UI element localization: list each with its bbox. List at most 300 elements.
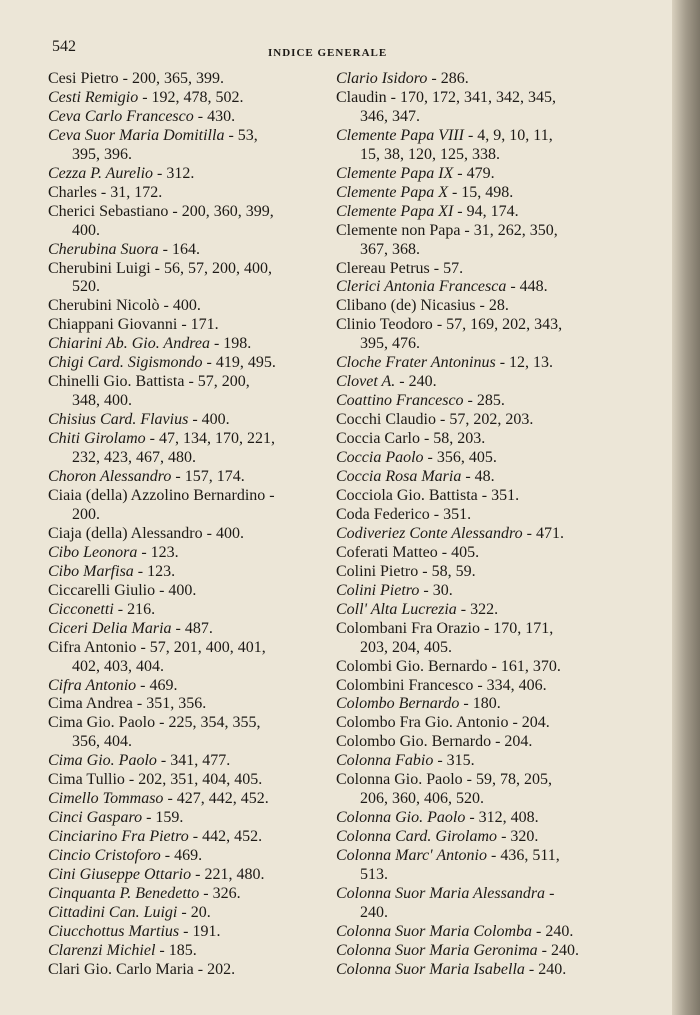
entry-name: Cifra Antonio: [48, 676, 137, 694]
entry-separator: -: [495, 354, 510, 372]
index-entry: [336, 544, 636, 563]
entry-name: Cesti Remigio: [48, 88, 139, 106]
index-entry: [336, 316, 636, 335]
index-entry: [48, 563, 348, 582]
index-entry: [336, 563, 636, 582]
entry-name: Clereau Petrus: [336, 259, 430, 277]
entry-pages: 31, 262, 350,: [473, 221, 558, 239]
entry-pages: 94, 174.: [466, 202, 519, 220]
entry-pages: 204.: [521, 714, 550, 732]
entry-name: Coattino Francesco: [336, 392, 464, 410]
entry-separator: -: [156, 752, 171, 770]
entry-separator: -: [435, 411, 450, 429]
entry-name: Cinci Gasparo: [48, 809, 143, 827]
entry-name: Colombani Fra Orazio: [336, 619, 480, 637]
running-title: INDICE GENERALE: [268, 47, 388, 59]
index-entry: [336, 733, 636, 752]
entry-name: Coccia Carlo: [336, 430, 420, 448]
entry-pages: 57, 201, 400, 401,: [149, 638, 266, 656]
entry-pages-continued: 203, 204, 405.: [360, 638, 452, 656]
index-entry: [336, 222, 636, 241]
index-entry: [48, 866, 348, 885]
entry-pages: 191.: [192, 922, 221, 940]
entry-pages: 170, 171,: [493, 619, 554, 637]
entry-name: Cherubina Suora: [48, 240, 159, 258]
entry-pages: 30.: [432, 581, 453, 599]
index-entry: [48, 89, 348, 108]
entry-separator: -: [486, 847, 501, 865]
entry-separator: -: [418, 562, 432, 580]
entry-separator: -: [224, 126, 238, 144]
entry-name: Ciucchottus Martius: [48, 922, 180, 940]
entry-separator: -: [508, 714, 522, 732]
index-entry: [48, 714, 348, 733]
entry-separator: -: [160, 847, 175, 865]
entry-pages: 53,: [237, 126, 258, 144]
entry-pages: 479.: [466, 164, 495, 182]
entry-separator: -: [487, 657, 501, 675]
index-entry: [48, 639, 348, 658]
entry-separator: -: [199, 884, 213, 902]
entry-pages: 202, 351, 404, 405.: [138, 771, 263, 789]
entry-name: Coccia Paolo: [336, 449, 424, 467]
index-entry: [336, 487, 636, 506]
entry-name: Colombo Bernardo: [336, 695, 460, 713]
entry-separator: -: [177, 903, 191, 921]
entry-name: Claudin: [336, 88, 387, 106]
entry-separator: -: [461, 468, 475, 486]
entry-name: Cloche Frater Antoninus: [336, 354, 496, 372]
entry-name: Charles: [48, 183, 97, 201]
entry-pages: 31, 172.: [110, 183, 163, 201]
index-entry: [336, 297, 636, 316]
entry-name: Cini Giuseppe Ottario: [48, 866, 192, 884]
entry-separator: -: [193, 107, 208, 125]
entry-pages: 442, 452.: [202, 828, 263, 846]
entry-name: Clibano (de) Nicasius: [336, 297, 476, 315]
entry-name: Chiappani Giovanni: [48, 316, 178, 334]
index-entry: [336, 392, 636, 411]
entry-separator: -: [96, 183, 111, 201]
entry-separator: -: [168, 202, 182, 220]
entry-name: Chinelli Gio. Battista: [48, 373, 185, 391]
entry-separator: -: [433, 752, 447, 770]
entry-pages: 20.: [190, 903, 211, 921]
entry-name: Colonna Suor Maria Alessandra: [336, 884, 546, 902]
index-entry: [48, 582, 348, 601]
entry-pages: 225, 354, 355,: [168, 714, 261, 732]
index-entry: [48, 165, 348, 184]
entry-separator: -: [188, 411, 202, 429]
entry-name: Colonna Suor Maria Colomba: [336, 922, 533, 940]
index-entry: [336, 411, 636, 430]
index-entry: [48, 297, 348, 316]
entry-pages: 185.: [168, 941, 197, 959]
index-entry: [48, 771, 348, 790]
entry-separator: -: [473, 676, 487, 694]
entry-pages: 123.: [147, 562, 176, 580]
entry-separator: -: [453, 202, 467, 220]
index-entry: [48, 203, 348, 222]
entry-separator: -: [429, 505, 444, 523]
index-entry: [48, 525, 348, 544]
entry-pages-continued: 367, 368.: [360, 240, 420, 258]
entry-separator: -: [537, 941, 551, 959]
index-entry: [336, 961, 636, 980]
index-entry: [48, 847, 348, 866]
entry-name: Cifra Antonio: [48, 638, 137, 656]
entry-pages: 157, 174.: [184, 468, 245, 486]
entry-pages-continued: 400.: [72, 221, 100, 239]
entry-separator: -: [188, 828, 203, 846]
entry-pages: 12, 13.: [509, 354, 554, 372]
entry-separator: -: [179, 922, 193, 940]
entry-pages: 312, 408.: [478, 809, 539, 827]
page-gutter-shadow: [672, 0, 700, 1015]
entry-name: Coda Federico: [336, 505, 430, 523]
index-entry: [336, 828, 636, 847]
entry-name: Ceva Carlo Francesco: [48, 107, 194, 125]
index-entry: [48, 468, 348, 487]
entry-pages: 159.: [155, 809, 184, 827]
index-entry: [48, 184, 348, 203]
entry-separator: -: [132, 695, 147, 713]
entry-pages: 240.: [550, 941, 579, 959]
entry-separator: -: [491, 733, 505, 751]
entry-pages: 180.: [472, 695, 501, 713]
entry-separator: -: [522, 524, 536, 542]
entry-name: Clovet A.: [336, 373, 396, 391]
entry-separator: -: [545, 884, 555, 902]
entry-pages: 170, 172, 341, 342, 345,: [400, 88, 556, 106]
entry-pages: 351.: [491, 486, 520, 504]
entry-name: Colombo Fra Gio. Antonio: [336, 714, 509, 732]
entry-separator: -: [137, 543, 151, 561]
index-entry: [336, 714, 636, 733]
entry-separator: -: [209, 335, 224, 353]
index-entry: [48, 260, 348, 279]
index-entry: [336, 942, 636, 961]
index-entry: [336, 89, 636, 108]
entry-pages: 192, 478, 502.: [151, 88, 244, 106]
entry-pages: 15, 498.: [461, 183, 514, 201]
index-entry: [48, 601, 348, 620]
entry-pages: 171.: [190, 316, 219, 334]
index-entry: [336, 373, 636, 392]
entry-separator: -: [477, 486, 492, 504]
entry-pages: 123.: [150, 543, 179, 561]
entry-pages: 430.: [207, 107, 236, 125]
entry-name: Coll' Alta Lucrezia: [336, 600, 457, 618]
entry-separator: -: [171, 619, 185, 637]
entry-pages: 57, 202, 203.: [449, 411, 534, 429]
entry-pages: 56, 57, 200, 400,: [163, 259, 272, 277]
entry-name: Cittadini Can. Luigi: [48, 903, 178, 921]
entry-pages-continued: 240.: [360, 903, 388, 921]
index-entry: [336, 885, 636, 904]
entry-name: Clemente Papa X: [336, 183, 448, 201]
index-entry: [48, 923, 348, 942]
index-entry: [48, 108, 348, 127]
entry-name: Clinio Teodoro: [336, 316, 433, 334]
entry-name: Cincio Cristoforo: [48, 847, 161, 865]
entry-separator: -: [419, 430, 434, 448]
entry-pages: 448.: [519, 278, 548, 296]
entry-pages: 405.: [451, 543, 480, 561]
entry-pages: 200, 365, 399.: [132, 70, 224, 87]
index-entry: [336, 165, 636, 184]
entry-separator: -: [265, 486, 275, 504]
entry-separator: -: [202, 524, 216, 542]
entry-name: Cinquanta P. Benedetto: [48, 884, 200, 902]
entry-pages-continued: 348, 400.: [72, 392, 132, 410]
index-entry: [48, 904, 348, 923]
entry-pages: 200, 360, 399,: [181, 202, 274, 220]
entry-pages: 471.: [535, 524, 564, 542]
entry-name: Colonna Suor Maria Geronima: [336, 941, 538, 959]
entry-pages: 58, 203.: [433, 430, 486, 448]
entry-pages: 240.: [545, 922, 574, 940]
entry-separator: -: [524, 960, 539, 978]
entry-separator: -: [159, 297, 173, 315]
index-entry: [336, 203, 636, 222]
index-entry: [48, 411, 348, 430]
index-entry: [48, 487, 348, 506]
index-entry: [336, 658, 636, 677]
entry-name: Clari Gio. Carlo Maria: [48, 960, 194, 978]
entry-name: Ciaia (della) Azzolino Bernardino: [48, 486, 266, 504]
index-entry: [336, 752, 636, 771]
entry-separator: -: [463, 126, 478, 144]
entry-separator: -: [193, 960, 208, 978]
index-entry: [336, 582, 636, 601]
entry-pages: 400.: [168, 581, 197, 599]
index-entry: [336, 506, 636, 525]
entry-name: Ciaja (della) Alessandro: [48, 524, 203, 542]
entry-pages: 320.: [510, 828, 539, 846]
entry-name: Cherubini Luigi: [48, 259, 151, 277]
entry-pages: 469.: [174, 847, 203, 865]
entry-pages: 57.: [443, 259, 464, 277]
entry-pages: 48.: [474, 468, 495, 486]
entry-pages: 312.: [166, 164, 195, 182]
entry-pages: 351.: [443, 505, 472, 523]
index-column-left: [48, 70, 348, 980]
index-entry: [336, 771, 636, 790]
entry-separator: -: [447, 183, 462, 201]
entry-pages: 59, 78, 205,: [476, 771, 552, 789]
entry-pages: 47, 134, 170, 221,: [158, 430, 275, 448]
index-entry: [48, 809, 348, 828]
entry-pages: 351, 356.: [146, 695, 207, 713]
entry-pages: 469.: [149, 676, 178, 694]
index-entry: [48, 620, 348, 639]
entry-separator: -: [153, 164, 167, 182]
entry-pages: 221, 480.: [204, 866, 265, 884]
entry-name: Chiti Girolamo: [48, 430, 146, 448]
entry-name: Codiveriez Conte Alessandro: [336, 524, 523, 542]
index-entry: [336, 695, 636, 714]
entry-pages-continued: 200.: [72, 505, 100, 523]
entry-separator: -: [427, 70, 441, 87]
entry-separator: -: [184, 373, 198, 391]
entry-pages: 322.: [470, 600, 499, 618]
entry-name: Chigi Card. Sigismondo: [48, 354, 203, 372]
entry-pages-continued: 520.: [72, 278, 100, 296]
entry-name: Cherici Sebastiano: [48, 202, 169, 220]
entry-separator: -: [191, 866, 205, 884]
entry-pages: 4, 9, 10, 11,: [477, 126, 553, 144]
entry-separator: -: [150, 259, 164, 277]
index-entry: [48, 695, 348, 714]
entry-pages: 286.: [440, 70, 469, 87]
index-entry: [48, 961, 348, 980]
index-entry: [48, 544, 348, 563]
entry-name: Cinciarino Fra Pietro: [48, 828, 189, 846]
entry-separator: -: [462, 771, 476, 789]
page-number: 542: [52, 38, 76, 55]
index-entry: [48, 335, 348, 354]
entry-pages: 334, 406.: [486, 676, 547, 694]
entry-pages: 400.: [215, 524, 244, 542]
index-column-right: [336, 70, 636, 980]
entry-pages: 436, 511,: [500, 847, 560, 865]
entry-pages-continued: 402, 403, 404.: [72, 657, 164, 675]
index-entry: [48, 70, 348, 89]
entry-pages-continued: 15, 38, 120, 125, 338.: [360, 145, 500, 163]
index-entry: [336, 184, 636, 203]
entry-pages: 341, 477.: [170, 752, 231, 770]
index-entry: [336, 260, 636, 279]
entry-separator: -: [155, 714, 169, 732]
entry-separator: -: [459, 695, 473, 713]
entry-pages: 164.: [172, 240, 200, 258]
entry-name: Colonna Card. Girolamo: [336, 828, 498, 846]
entry-separator: -: [133, 562, 148, 580]
index-entry: [336, 809, 636, 828]
entry-separator: -: [506, 278, 520, 296]
entry-separator: -: [158, 240, 172, 258]
index-entry: [48, 828, 348, 847]
index-entry: [48, 316, 348, 335]
entry-separator: -: [155, 581, 169, 599]
entry-separator: -: [532, 922, 546, 940]
index-entry: [336, 677, 636, 696]
entry-name: Ceva Suor Maria Domitilla: [48, 126, 225, 144]
entry-name: Ciceri Delia Maria: [48, 619, 172, 637]
entry-pages: 326.: [212, 884, 241, 902]
entry-pages: 161, 370.: [500, 657, 561, 675]
entry-name: Clemente non Papa: [336, 221, 461, 239]
entry-separator: -: [145, 430, 159, 448]
entry-pages: 285.: [476, 392, 505, 410]
entry-separator: -: [456, 600, 471, 618]
entry-name: Colombini Francesco: [336, 676, 474, 694]
entry-name: Cima Gio. Paolo: [48, 752, 157, 770]
entry-name: Cima Gio. Paolo: [48, 714, 156, 732]
entry-pages: 427, 442, 452.: [176, 790, 269, 808]
index-entry: [336, 354, 636, 373]
entry-pages: 198.: [223, 335, 252, 353]
entry-separator: -: [155, 941, 169, 959]
entry-separator: -: [136, 676, 150, 694]
index-entry: [336, 449, 636, 468]
entry-name: Colonna Marc' Antonio: [336, 847, 487, 865]
entry-name: Colonna Suor Maria Isabella: [336, 960, 525, 978]
index-entry: [336, 923, 636, 942]
entry-pages-continued: 395, 396.: [72, 145, 132, 163]
index-entry: [48, 241, 348, 260]
entry-name: Cimello Tommaso: [48, 790, 164, 808]
entry-name: Clarenzi Michiel: [48, 941, 156, 959]
entry-name: Colini Pietro: [336, 581, 420, 599]
entry-pages: 315.: [446, 752, 475, 770]
index-entry: [336, 620, 636, 639]
entry-pages: 57, 200,: [197, 373, 250, 391]
index-entry: [336, 847, 636, 866]
entry-separator: -: [463, 392, 477, 410]
entry-separator: -: [138, 88, 152, 106]
index-entry: [48, 942, 348, 961]
entry-pages: 28.: [488, 297, 509, 315]
entry-separator: -: [136, 638, 150, 656]
entry-pages: 57, 169, 202, 343,: [446, 316, 563, 334]
entry-separator: -: [475, 297, 489, 315]
entry-separator: -: [177, 316, 191, 334]
entry-pages: 240.: [408, 373, 437, 391]
entry-separator: -: [497, 828, 511, 846]
entry-name: Cocciola Gio. Battista: [336, 486, 478, 504]
entry-pages: 400.: [201, 411, 230, 429]
entry-separator: -: [395, 373, 409, 391]
index-entry: [336, 525, 636, 544]
entry-name: Chisius Card. Flavius: [48, 411, 189, 429]
entry-name: Clemente Papa IX: [336, 164, 454, 182]
entry-name: Colonna Gio. Paolo: [336, 809, 466, 827]
index-entry: [48, 430, 348, 449]
entry-pages-continued: 513.: [360, 866, 388, 884]
index-entry: [336, 468, 636, 487]
entry-name: Clario Isidoro: [336, 70, 428, 87]
entry-separator: -: [453, 164, 467, 182]
entry-separator: -: [171, 468, 185, 486]
entry-pages: 356, 405.: [436, 449, 497, 467]
index-entry: [48, 677, 348, 696]
entry-separator: -: [113, 600, 128, 618]
entry-name: Colonna Gio. Paolo: [336, 771, 463, 789]
entry-pages: 58, 59.: [431, 562, 476, 580]
index-entry: [336, 278, 636, 297]
entry-separator: -: [465, 809, 479, 827]
entry-separator: -: [386, 88, 400, 106]
entry-separator: -: [118, 70, 132, 87]
entry-separator: -: [479, 619, 494, 637]
entry-pages: 240.: [538, 960, 567, 978]
entry-name: Cesi Pietro: [48, 70, 119, 87]
entry-name: Cibo Marfisa: [48, 562, 134, 580]
index-entry: [336, 430, 636, 449]
index-entry: [48, 373, 348, 392]
entry-separator: -: [460, 221, 474, 239]
index-entry: [48, 127, 348, 146]
entry-pages-continued: 206, 360, 406, 520.: [360, 790, 484, 808]
index-entry: [48, 790, 348, 809]
entry-pages: 419, 495.: [215, 354, 276, 372]
entry-pages: 400.: [172, 297, 201, 315]
entry-name: Cezza P. Aurelio: [48, 164, 154, 182]
entry-separator: -: [423, 449, 437, 467]
entry-name: Colonna Fabio: [336, 752, 434, 770]
